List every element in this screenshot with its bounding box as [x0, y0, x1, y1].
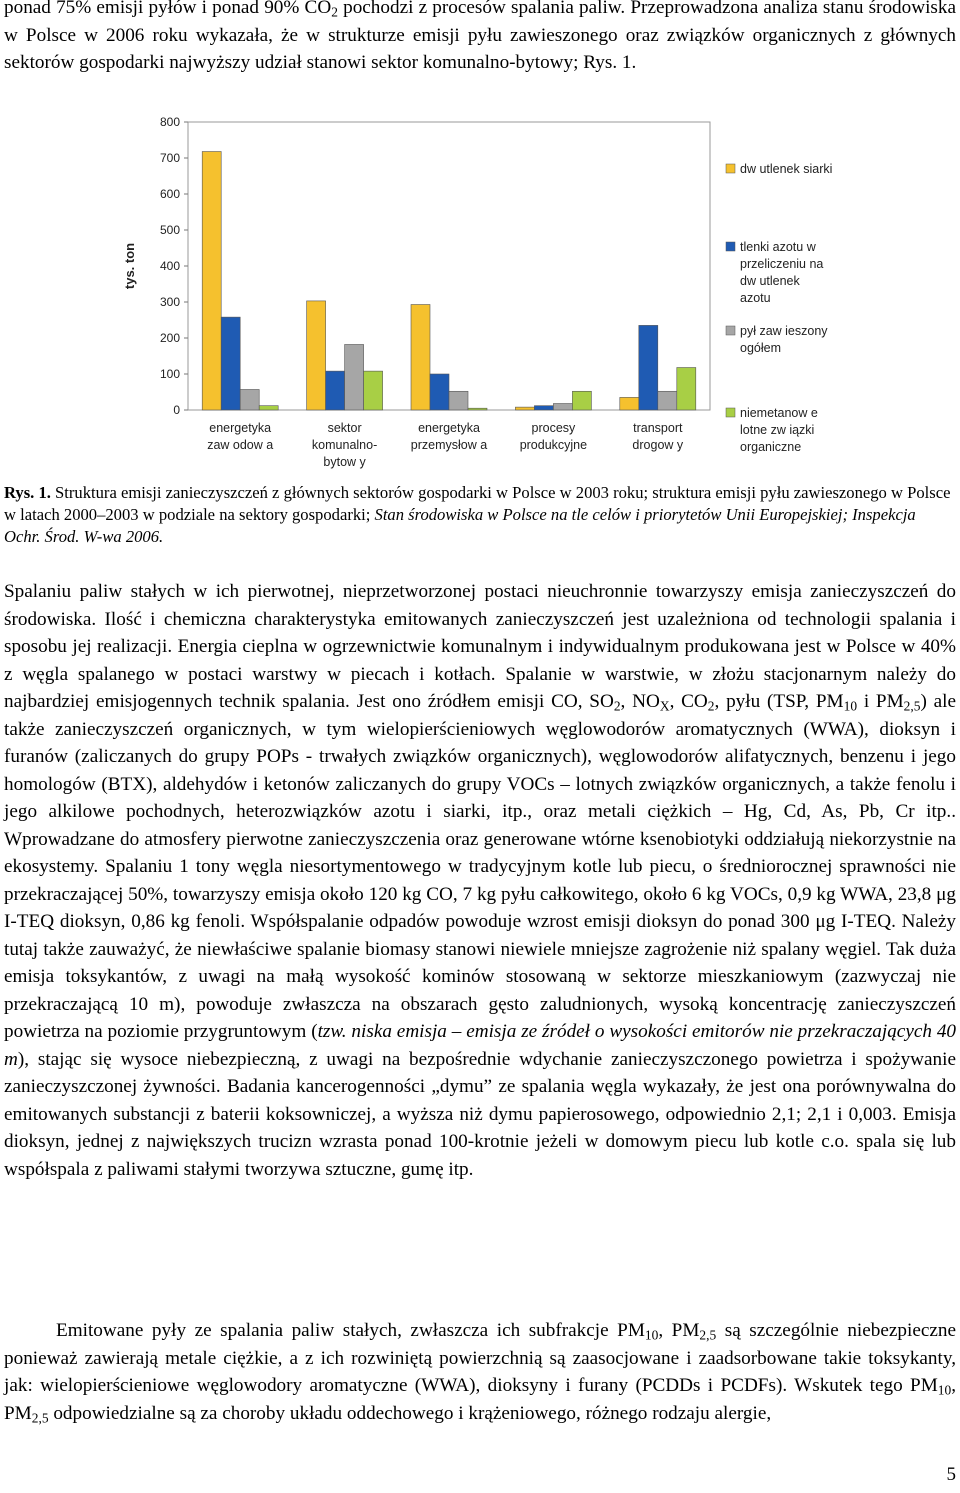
x-tick-label: energetyka — [418, 421, 480, 435]
caption-label: Rys. 1. — [4, 483, 51, 502]
legend-label: pył zaw ieszony — [740, 324, 828, 338]
text-run: ), stając się wysoce niebezpieczną, z uwagi na bezpośrednie wdychanie zanieczyszczonego powietrza i spożywanie zanieczyszczonej żywności. Badania kancerogenności „dymu” ze spalania węgla wykazały, że jest ona porównywalna do emitowanych substancji z baterii koksowniczej, a wyższa niż dymu papierosowego, odpowiednio 2,1; 2,1 i 0,003. Emisja dioksyn, jednej z największych trucizn wzrasta ponad 100-krotnie jeżeli w domowym piecu lub kotle c.o. spala się lub współspala z paliwami stałymi tworzywa sztuczne, gumę itp. — [4, 1048, 956, 1180]
text-run: i PM — [857, 691, 904, 712]
text-run: Emitowane pyły ze spalania paliw stałych, zwłaszcza ich subfrakcje PM — [56, 1320, 645, 1341]
legend-label: dw utlenek — [740, 274, 800, 288]
subscript: 2,5 — [699, 1327, 717, 1343]
y-tick-label: 200 — [159, 331, 180, 345]
legend-swatch — [726, 164, 735, 173]
page-number: 5 — [946, 1464, 956, 1485]
y-tick-label: 100 — [159, 367, 180, 381]
subscript: 10 — [843, 698, 858, 714]
x-tick-label: procesy — [531, 421, 576, 435]
x-tick-label: transport — [633, 421, 683, 435]
figure-caption — [4, 482, 956, 548]
bar — [677, 368, 696, 410]
subscript: 2 — [707, 698, 715, 714]
x-tick-label: zaw odow a — [207, 438, 274, 452]
y-tick-label: 500 — [159, 223, 180, 237]
y-tick-label: 800 — [159, 115, 180, 129]
caption-text: Struktura emisji zanieczyszczeń z głównych sektorów gospodarki w Polsce w 2003 roku; struktura emisji pyłu zawieszonego w Polsce w latach 2000–2003 w podziale na sektory gospodarki; — [4, 483, 951, 524]
text-run: , NO — [620, 691, 660, 712]
bar — [411, 305, 430, 410]
main-paragraph — [4, 578, 956, 1183]
bar — [240, 389, 259, 410]
text-run: odpowiedzialne są za choroby układu oddechowego i krążeniowego, różnego rodzaju alergie, — [48, 1402, 772, 1424]
emissions-bar-chart — [110, 112, 860, 477]
bar — [468, 408, 487, 410]
bar — [639, 325, 658, 410]
bar — [534, 406, 553, 410]
bar — [221, 317, 240, 410]
plot-frame — [188, 122, 710, 410]
bar — [307, 301, 326, 410]
subscript: 10 — [937, 1382, 952, 1398]
x-tick-label: produkcyjne — [519, 438, 588, 452]
bar — [515, 407, 534, 410]
subscript: 10 — [644, 1327, 659, 1343]
legend-label: lotne zw iązki — [740, 423, 815, 437]
intro-paragraph — [4, 0, 956, 77]
subscript: 2 — [613, 698, 621, 714]
legend-label: przeliczeniu na — [740, 257, 824, 271]
intro-text: ponad 75% emisji pyłów i ponad 90% CO — [4, 0, 332, 18]
legend-label: organiczne — [740, 440, 802, 454]
text-run: , PM — [4, 1375, 956, 1424]
subscript: 2 — [331, 4, 338, 20]
subscript: 2,5 — [31, 1409, 49, 1425]
legend-swatch — [726, 242, 735, 251]
intro-text: pochodzi z procesów spalania paliw. Przeprowadzona analiza stanu środowiska w Polsce w 2006 roku wykazała, że w strukturze emisji pyłu zawieszonego oraz związków organicznych z głównych sektorów gospodarki najwyższy udział stanowi sektor komunalno-bytowy; Rys. 1. — [4, 0, 956, 73]
text-run: Spalaniu paliw stałych w ich pierwotnej, nieprzetworzonej postaci nieuchronnie towarzyszy emisja zanieczyszczeń do środowiska. Ilość i chemiczna charakterystyka emitowanych zanieczyszczeń jest uzależniona od technologii spalania i sposobu jej realizacji. Energia cieplna w ogrzewnictwie komunalnym i indywidualnym produkowana jest w Polsce w 40% z węgla spalanego w postaci warstwy w piecach i kotłach. Spalanie w warstwie, w złożu stacjonarnym należy do najbardziej emisjogennych technik spalania. Jest ono źródłem emisji CO, SO — [4, 581, 956, 712]
y-axis-label: tys. ton — [122, 242, 137, 290]
legend-label: tlenki azotu w — [740, 240, 816, 254]
x-tick-label: przemysłow a — [410, 438, 488, 452]
text-run: , PM — [658, 1320, 700, 1341]
text-run: , CO — [669, 691, 708, 712]
x-tick-label: bytow y — [323, 455, 366, 469]
legend-label: dw utlenek siarki — [740, 162, 833, 176]
legend-label: niemetanow e — [740, 406, 818, 420]
last-paragraph — [4, 1317, 956, 1427]
text-run: ) ale także zanieczyszczeń organicznych, w tym wielopierścieniowych węglowodorów aromatycznych (WWA), dioksyn i furanów (zaliczanych do grupy POPs - trwałych związków organicznych), węglowodorów alifatycznych, benzenu i jego homologów (BTX), aldehydów i ketonów zaliczanych do grupy VOCs – lotnych związków organicznych, a także fenolu i jego alkilowe pochodnych, heterozwiązków azotu i siarki, itp., oraz metali ciężkich – Hg, Cd, As, Pb, Cr itp.. Wprowadzane do atmosfery pierwotne zanieczyszczenia oraz generowane wtórne ksenobiotyki oddziałują niekorzystnie na ekosystemy. Spalaniu 1 tony węgla niesortymentowego w tradycyjnym kotle lub piecu, o średniorocznej sprawności nie przekraczającej 50%, towarzyszy emisja około 120 kg CO, 7 kg pyłu całkowitego, około 6 kg VOCs, 0,9 kg WWA, 23,8 μg I-TEQ dioksyn, 0,86 kg fenoli. Współspalanie odpadów powoduje wzrost emisji dioksyn do ponad 300 μg I-TEQ. Należy tutaj także zauważyć, że niewłaściwe spalanie biomasy stanowi niewiele mniejsze zagrożenie niż spalany węgiel. Tak duża emisja toksykantów, z uwagi na małą wysokość kominów stosowaną w sektorze mieszkaniowym (zazwyczaj nie przekraczającą 10 m), powoduje zwłaszcza na obszarach gęsto zaludnionych, wysoką koncentrację zanieczyszczeń powietrza na poziomie przygruntowym ( — [4, 691, 956, 1042]
bar — [364, 371, 383, 410]
italic-run: tzw. niska emisja – emisja ze źródeł o wysokości emitorów nie przekraczających 40 m — [4, 1021, 957, 1070]
bar — [326, 371, 345, 410]
text-run: są szczególnie niebezpieczne ponieważ zawierają metale ciężkie, a z ich rozwiniętą powierzchnią są zaasocjowane i zaadsorbowane takie toksykanty, jak: wielopierścieniowe węglowodory aromatyczne (WWA), dioksyny i furany (PCDDs i PCDFs). Wskutek tego PM — [4, 1320, 956, 1396]
y-tick-label: 0 — [173, 403, 180, 417]
legend-swatch — [726, 326, 735, 335]
legend-label: azotu — [740, 291, 771, 305]
caption-source: Stan środowiska w Polsce na tle celów i priorytetów Unii Europejskiej; Inspekcja Ochr. Środ. W-wa 2006. — [4, 505, 916, 546]
y-tick-label: 700 — [159, 151, 180, 165]
bar — [259, 406, 278, 410]
bar — [345, 344, 364, 410]
x-tick-label: drogow y — [632, 438, 684, 452]
y-tick-label: 400 — [159, 259, 180, 273]
y-tick-label: 600 — [159, 187, 180, 201]
bar — [658, 391, 677, 410]
subscript: 2,5 — [903, 698, 921, 714]
bar — [449, 391, 468, 410]
x-tick-label: energetyka — [209, 421, 272, 435]
subscript: X — [659, 698, 670, 714]
bar — [553, 404, 572, 410]
bar — [430, 374, 449, 410]
bar — [202, 152, 221, 410]
text-run: , pyłu (TSP, PM — [714, 691, 844, 712]
legend-label: ogółem — [740, 341, 781, 355]
x-tick-label: komunalno- — [311, 438, 378, 452]
y-tick-label: 300 — [159, 295, 180, 309]
bar — [620, 397, 639, 410]
x-tick-label: sektor — [327, 421, 362, 435]
legend-swatch — [726, 408, 735, 417]
bar — [572, 391, 591, 410]
